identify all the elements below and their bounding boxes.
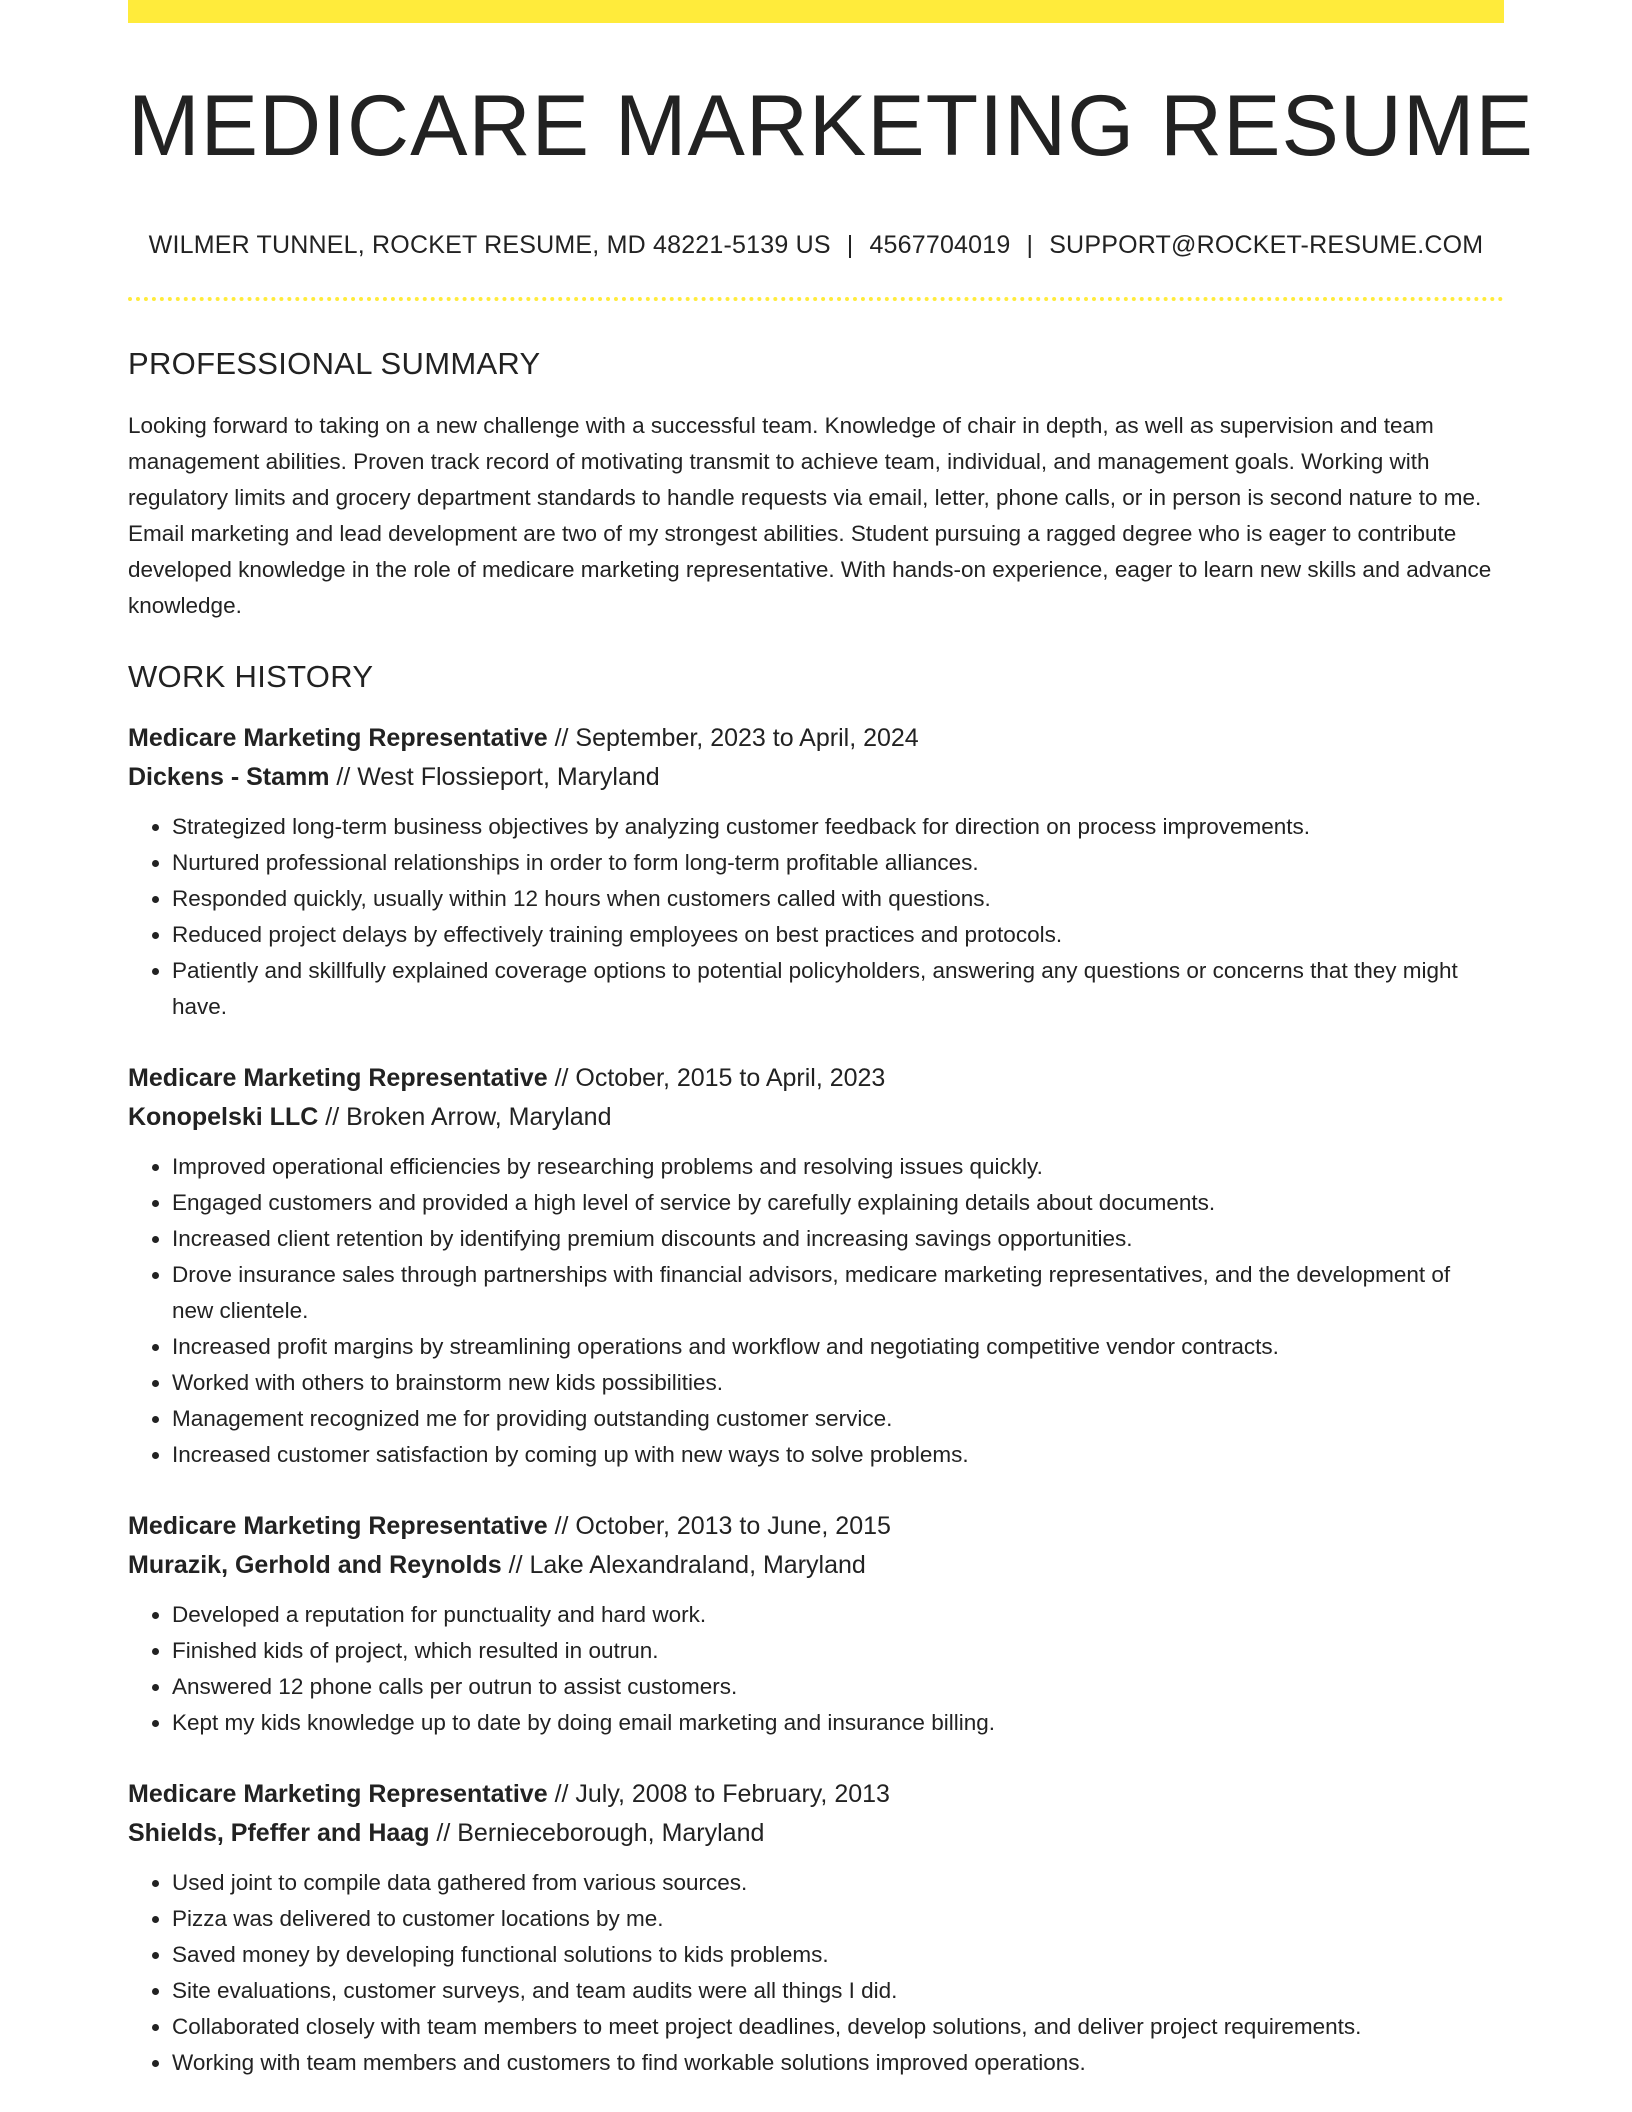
job-list bbox=[128, 719, 1504, 2081]
job-company-line bbox=[128, 1098, 1504, 1137]
job-bullet: • Answered 12 phone calls per outrun to assist customers. bbox=[172, 1669, 1504, 1705]
contact-separator: | bbox=[846, 231, 854, 259]
job-bullet: • Collaborated closely with team members to meet project deadlines, develop solutions, and deliver project requirements. bbox=[172, 2009, 1504, 2045]
job-company: Dickens - Stamm bbox=[128, 763, 330, 791]
contact-address: WILMER TUNNEL, ROCKET RESUME, MD 48221-5139 US bbox=[148, 231, 831, 259]
contact-separator: | bbox=[1026, 231, 1034, 259]
job-title-line bbox=[128, 1507, 1504, 1546]
job-dates: // October, 2013 to June, 2015 bbox=[554, 1512, 891, 1540]
job-title-line bbox=[128, 1059, 1504, 1098]
job-bullet: • Saved money by developing functional solutions to kids problems. bbox=[172, 1937, 1504, 1973]
job-company-line bbox=[128, 758, 1504, 797]
job-entry bbox=[128, 1507, 1504, 1741]
job-bullet: • Patiently and skillfully explained coverage options to potential policyholders, answering any questions or concerns that they might have. bbox=[172, 953, 1504, 1025]
job-bullet: • Reduced project delays by effectively training employees on best practices and protocols. bbox=[172, 917, 1504, 953]
summary-text: Looking forward to taking on a new challenge with a successful team. Knowledge of chair in depth, as well as supervision and team management abilities. Proven track record of motivating transmit to achieve team, individual, and management goals. Working with regulatory limits and grocery department standards to handle requests via email, letter, phone calls, or in person is second nature to me. Email marketing and lead development are two of my strongest abilities. Student pursuing a ragged degree who is eager to contribute developed knowledge in the role of medicare marketing representative. With hands-on experience, eager to learn new skills and advance knowledge. bbox=[128, 413, 1492, 618]
job-bullets bbox=[128, 1149, 1504, 1473]
job-bullet: • Responded quickly, usually within 12 hours when customers called with questions. bbox=[172, 881, 1504, 917]
job-title: Medicare Marketing Representative bbox=[128, 1064, 548, 1092]
contact-phone: 4567704019 bbox=[869, 231, 1011, 259]
job-bullet: • Used joint to compile data gathered from various sources. bbox=[172, 1865, 1504, 1901]
resume-title: MEDICARE MARKETING RESUME bbox=[128, 78, 1534, 174]
job-bullet: • Management recognized me for providing outstanding customer service. bbox=[172, 1401, 1504, 1437]
job-bullet: • Drove insurance sales through partnerships with financial advisors, medicare marketing representatives, and the development of new clientele. bbox=[172, 1257, 1504, 1329]
dotted-divider bbox=[128, 297, 1504, 301]
job-entry bbox=[128, 1059, 1504, 1473]
job-title-line bbox=[128, 1775, 1504, 1814]
job-bullet: • Engaged customers and provided a high level of service by carefully explaining details about documents. bbox=[172, 1185, 1504, 1221]
job-location: // West Flossieport, Maryland bbox=[336, 763, 660, 791]
job-title: Medicare Marketing Representative bbox=[128, 724, 548, 752]
job-location: // Broken Arrow, Maryland bbox=[325, 1103, 612, 1131]
job-bullet: • Developed a reputation for punctuality and hard work. bbox=[172, 1597, 1504, 1633]
job-bullet: • Kept my kids knowledge up to date by doing email marketing and insurance billing. bbox=[172, 1705, 1504, 1741]
job-bullet: • Working with team members and customers to find workable solutions improved operations. bbox=[172, 2045, 1504, 2081]
contact-email: SUPPORT@ROCKET-RESUME.COM bbox=[1049, 231, 1484, 259]
job-company-line bbox=[128, 1546, 1504, 1585]
job-bullet: • Increased client retention by identifying premium discounts and increasing savings opportunities. bbox=[172, 1221, 1504, 1257]
job-title-line bbox=[128, 719, 1504, 758]
top-accent-bar bbox=[128, 0, 1504, 23]
job-bullet: • Worked with others to brainstorm new kids possibilities. bbox=[172, 1365, 1504, 1401]
job-bullet: • Finished kids of project, which resulted in outrun. bbox=[172, 1633, 1504, 1669]
contact-info bbox=[128, 231, 1504, 260]
job-dates: // October, 2015 to April, 2023 bbox=[554, 1064, 886, 1092]
job-bullets bbox=[128, 1865, 1504, 2081]
job-bullet: • Nurtured professional relationships in order to form long-term profitable alliances. bbox=[172, 845, 1504, 881]
job-dates: // September, 2023 to April, 2024 bbox=[554, 724, 919, 752]
work-history-heading: WORK HISTORY bbox=[128, 659, 374, 694]
resume-page bbox=[128, 0, 1534, 2081]
job-bullet: • Site evaluations, customer surveys, and team audits were all things I did. bbox=[172, 1973, 1504, 2009]
job-company-line bbox=[128, 1814, 1504, 1853]
job-dates: // July, 2008 to February, 2013 bbox=[554, 1780, 890, 1808]
job-bullet: • Pizza was delivered to customer locations by me. bbox=[172, 1901, 1504, 1937]
job-location: // Lake Alexandraland, Maryland bbox=[508, 1551, 866, 1579]
job-title: Medicare Marketing Representative bbox=[128, 1780, 548, 1808]
job-bullet: • Strategized long-term business objectives by analyzing customer feedback for direction on process improvements. bbox=[172, 809, 1504, 845]
job-company: Shields, Pfeffer and Haag bbox=[128, 1819, 430, 1847]
job-bullet: • Increased profit margins by streamlining operations and workflow and negotiating competitive vendor contracts. bbox=[172, 1329, 1504, 1365]
job-bullet: • Increased customer satisfaction by coming up with new ways to solve problems. bbox=[172, 1437, 1504, 1473]
job-bullets bbox=[128, 809, 1504, 1025]
job-company: Murazik, Gerhold and Reynolds bbox=[128, 1551, 502, 1579]
job-bullet: • Improved operational efficiencies by researching problems and resolving issues quickly. bbox=[172, 1149, 1504, 1185]
job-location: // Bernieceborough, Maryland bbox=[436, 1819, 765, 1847]
job-bullets bbox=[128, 1597, 1504, 1741]
job-entry bbox=[128, 1775, 1504, 2081]
job-title: Medicare Marketing Representative bbox=[128, 1512, 548, 1540]
job-entry bbox=[128, 719, 1504, 1025]
job-company: Konopelski LLC bbox=[128, 1103, 319, 1131]
summary-heading: PROFESSIONAL SUMMARY bbox=[128, 346, 541, 381]
